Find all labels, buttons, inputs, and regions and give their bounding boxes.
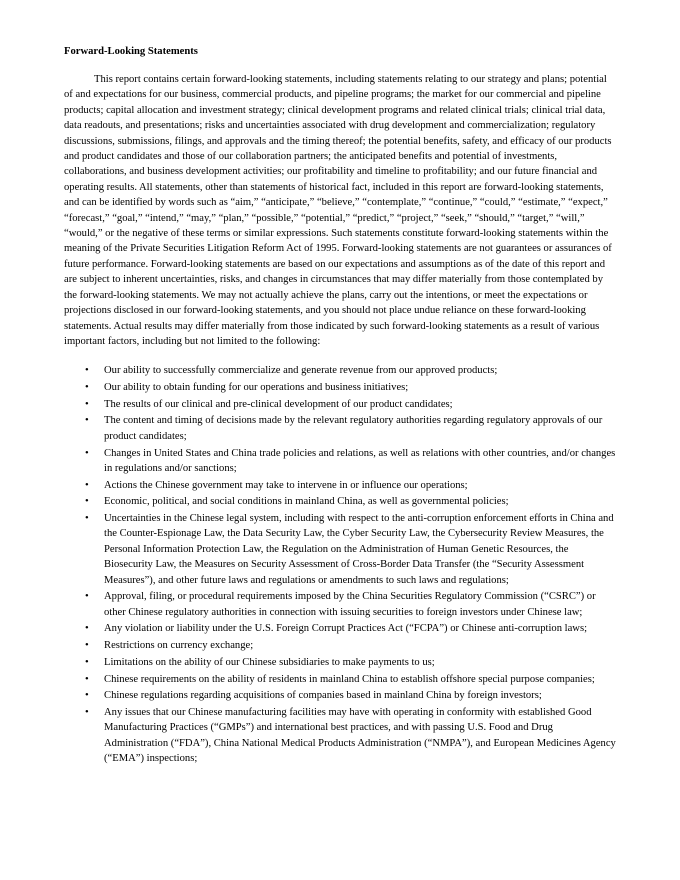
bullet-icon: • <box>85 496 89 508</box>
list-item-text: Chinese requirements on the ability of residents in mainland China to establish offshore special purpose companies; <box>104 673 595 685</box>
section-heading: Forward-Looking Statements <box>64 46 198 57</box>
list-item-text: Uncertainties in the Chinese legal system, including with respect to the anti-corruption enforcement efforts in China and the Counter-Espionage Law, the Data Security Law, the Cyber Security Law, the Cybersecurity Review Measures, the Personal Information Protection Law, the Regulation on the Administration of Human Genetic Resources, the Biosecurity Law, the Measures on Security Assessment of Cross-Border Data Transfer (the “Security Assessment Measures”), and other future laws and regulations or amendments to such laws and regulations; <box>104 513 614 586</box>
list-item-text: Actions the Chinese government may take to intervene in or influence our operations; <box>104 479 468 491</box>
bullet-icon: • <box>85 415 89 427</box>
list-item-text: Chinese regulations regarding acquisitions of companies based in mainland China by foreign investors; <box>104 690 542 702</box>
list-item-text: Economic, political, and social conditions in mainland China, as well as governmental policies; <box>104 496 509 508</box>
list-item <box>64 589 618 620</box>
bullet-icon: • <box>85 398 89 410</box>
bullet-icon: • <box>85 707 89 718</box>
bullet-icon: • <box>85 623 89 635</box>
list-item-text: Restrictions on currency exchange; <box>104 640 254 652</box>
list-item-text: Our ability to obtain funding for our operations and business initiatives; <box>104 382 409 394</box>
list-item <box>64 413 618 444</box>
list-item <box>64 621 618 636</box>
list-item <box>64 655 618 670</box>
bullet-icon: • <box>85 591 89 603</box>
bullet-icon: • <box>85 382 89 394</box>
list-item <box>64 638 618 653</box>
bullet-icon: • <box>85 365 89 377</box>
bullet-icon: • <box>85 479 89 491</box>
document-page <box>64 44 618 768</box>
list-item-text: Limitations on the ability of our Chinese subsidiaries to make payments to us; <box>104 656 435 668</box>
bullet-icon: • <box>85 673 89 685</box>
bullet-icon: • <box>85 656 89 668</box>
list-item <box>64 705 618 767</box>
risk-factor-list <box>64 363 618 766</box>
list-item <box>64 672 618 687</box>
list-item <box>64 397 618 412</box>
list-item-text: Any violation or liability under the U.S. Foreign Corrupt Practices Act (“FCPA”) or Chinese anti-corruption laws; <box>104 623 588 635</box>
bullet-icon: • <box>85 690 89 702</box>
intro-paragraph: This report contains certain forward-looking statements, including statements relating to our strategy and plans; potential of and expectations for our business, commercial products, and pipeline programs; the market for our commercial and pipeline products; capital allocation and investment strategy; clinical development programs and related clinical trials; clinical trial data, data readouts, and presentations; risks and uncertainties associated with drug development and commercialization; regulatory discussions, submissions, filings, and approvals and the timing thereof; the potential benefits, safety, and efficacy of our products and product candidates and those of our collaboration partners; the anticipated benefits and potential of investments, collaborations, and business development activities; our profitability and timeline to profitability; and our future financial and operating results. All statements, other than statements of historical fact, included in this report are forward-looking statements, and can be identified by words such as “aim,” “anticipate,” “believe,” “contemplate,” “continue,” “could,” “estimate,” “expect,” “forecast,” “goal,” “intend,” “may,” “plan,” “possible,” “potential,” “predict,” “project,” “seek,” “should,” “target,” “will,” “would,” or the negative of these terms or similar expressions. Such statements constitute forward-looking statements within the meaning of the Private Securities Litigation Reform Act of 1995. Forward-looking statements are not guarantees or assurances of future performance. Forward-looking statements are based on our expectations and assumptions as of the date of this report and are subject to inherent uncertainties, risks, and changes in circumstances that may differ materially from those contemplated by the forward-looking statements. We may not actually achieve the plans, carry out the intentions, or meet the expectations or projections disclosed in our forward-looking statements, and you should not place undue reliance on these forward-looking statements. Actual results may differ materially from those indicated by such forward-looking statements as a result of various important factors, including but not limited to the following: <box>64 74 612 347</box>
list-item <box>64 446 618 477</box>
bullet-icon: • <box>85 513 89 525</box>
list-item <box>64 494 618 509</box>
list-item-text: Changes in United States and China trade policies and relations, as well as relations with other countries, and/or changes in regulations and/or sanctions; <box>104 447 616 474</box>
list-item <box>64 511 618 588</box>
list-item <box>64 380 618 395</box>
list-item-text: Approval, filing, or procedural requirements imposed by the China Securities Regulatory Commission (“CSRC”) or other Chinese regulatory authorities in connection with issuing securities to foreign investors under Chinese law; <box>104 591 596 618</box>
list-item <box>64 363 618 378</box>
list-item-text: Any issues that our Chinese manufacturing facilities may have with operating in conformity with established Good Manufacturing Practices (“GMPs”) and international best practices, and with passing U.S. Food and Drug Administration (“FDA”), China National Medical Products Administration (“NMPA”), and European Medicines Agency (“EMA”) inspections; <box>104 707 616 765</box>
bullet-icon: • <box>85 447 89 459</box>
list-item-text: Our ability to successfully commercialize and generate revenue from our approved products; <box>104 365 498 377</box>
list-item <box>64 478 618 493</box>
bullet-icon: • <box>85 640 89 652</box>
list-item-text: The content and timing of decisions made by the relevant regulatory authorities regarding regulatory approvals of our product candidates; <box>104 415 603 442</box>
list-item <box>64 688 618 703</box>
list-item-text: The results of our clinical and pre-clinical development of our product candidates; <box>104 398 453 410</box>
